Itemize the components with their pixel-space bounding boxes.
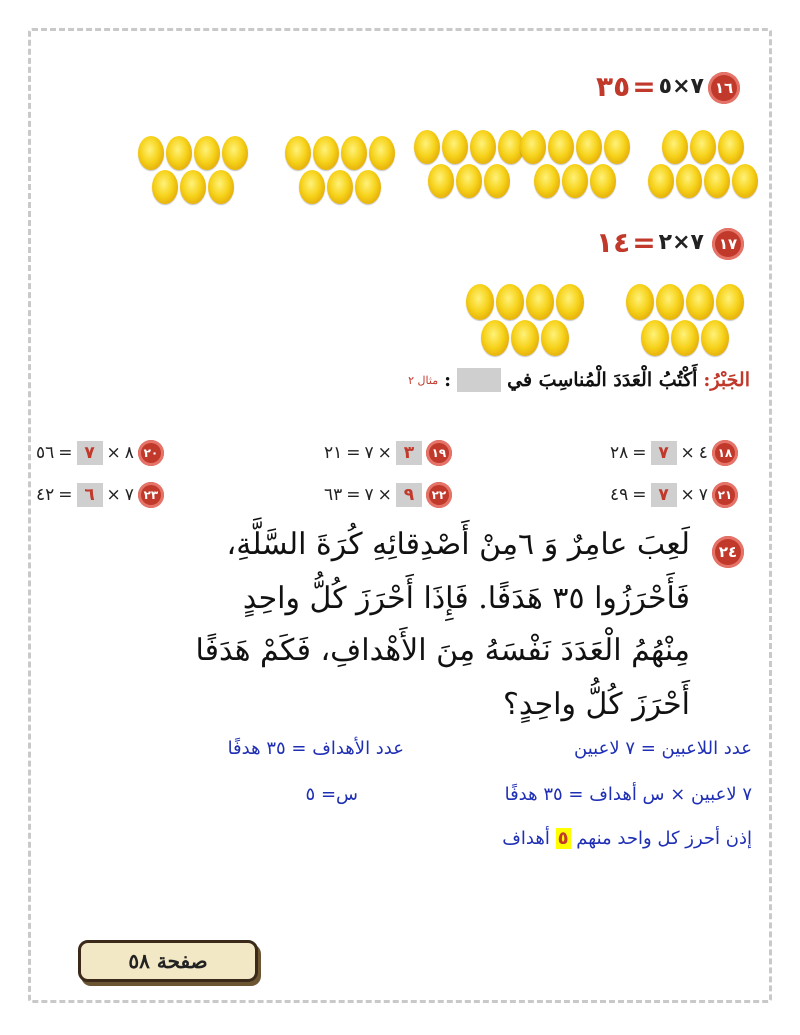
counter-icon <box>138 136 164 170</box>
page-number-label: صفحة ٥٨ <box>78 940 258 982</box>
counter-icon <box>222 136 248 170</box>
problem-16-product: ٣٥ <box>596 70 631 103</box>
answer-box[interactable]: ٦ <box>77 483 103 507</box>
equals-sign: = <box>632 485 647 505</box>
counter-icon <box>534 164 560 198</box>
counter-icon <box>299 170 325 204</box>
colon: : <box>444 369 452 391</box>
counter-icon <box>152 170 178 204</box>
counter-icon <box>562 164 588 198</box>
times-sign: × <box>377 443 392 463</box>
counter-icon <box>526 284 554 320</box>
solution-equation: ٧ لاعبين × س أهداف = ٣٥ هدفًا <box>504 784 752 805</box>
exercise-22-badge: ٢٢ <box>426 482 452 508</box>
problem-16-factors: ٧×٥ <box>658 74 704 99</box>
equals-sign: = <box>58 443 73 463</box>
counter-group <box>285 136 395 204</box>
instruction-label: الجَبْرُ: <box>703 369 750 391</box>
times-sign: × <box>680 443 695 463</box>
counter-icon <box>671 320 699 356</box>
counter-icon <box>466 284 494 320</box>
times-sign: × <box>377 485 392 505</box>
counter-icon <box>648 164 674 198</box>
problem-17-equation <box>596 226 704 259</box>
counter-icon <box>626 284 654 320</box>
blank-box-sample <box>457 368 501 392</box>
counter-icon <box>686 284 714 320</box>
times-sign: × <box>106 443 121 463</box>
counter-icon <box>718 130 744 164</box>
word-problem-line-3: مِنْهُمُ الْعَدَدَ نَفْسَهُ مِنَ الأَهْدافِ، فَكَمْ هَدَفًا <box>195 633 690 668</box>
counter-icon <box>414 130 440 164</box>
counter-group <box>520 130 630 198</box>
exercise-22 <box>324 482 452 508</box>
problem-17-product: ١٤ <box>596 226 631 259</box>
equals-sign: = <box>346 443 361 463</box>
exercise-20-badge: ٢٠ <box>138 440 164 466</box>
counter-group <box>648 130 758 198</box>
exercise-23-badge: ٢٣ <box>138 482 164 508</box>
answer-box[interactable]: ٣ <box>396 441 422 465</box>
counter-icon <box>313 136 339 170</box>
exercise-18 <box>610 440 738 466</box>
exercise-factor: ٤ <box>698 443 708 463</box>
counter-group <box>138 136 248 204</box>
counter-icon <box>428 164 454 198</box>
counter-icon <box>701 320 729 356</box>
counter-icon <box>355 170 381 204</box>
counter-icon <box>676 164 702 198</box>
counter-icon <box>194 136 220 170</box>
word-problem-line-1: لَعِبَ عامِرٌ وَ ٦مِنْ أَصْدِقائِهِ كُرَةَ السَّلَّةِ، <box>226 527 690 562</box>
exercise-product: ٤٢ <box>36 485 55 505</box>
exercise-product: ٥٦ <box>36 443 55 463</box>
counter-icon <box>470 130 496 164</box>
exercise-product: ٢٨ <box>610 443 629 463</box>
counter-icon <box>369 136 395 170</box>
counter-icon <box>208 170 234 204</box>
counter-icon <box>732 164 758 198</box>
counter-icon <box>690 130 716 164</box>
problem-24-badge: ٢٤ <box>712 536 744 568</box>
exercise-19 <box>324 440 452 466</box>
counter-icon <box>576 130 602 164</box>
instruction-text: أَكْتُبُ الْعَدَدَ الْمُناسِبَ في <box>507 369 698 391</box>
exercise-18-badge: ١٨ <box>712 440 738 466</box>
counter-icon <box>327 170 353 204</box>
exercise-20 <box>36 440 164 466</box>
counter-icon <box>166 136 192 170</box>
answer-highlight: ٥ <box>557 828 569 849</box>
problem-16-badge: ١٦ <box>708 72 740 104</box>
exercise-23 <box>36 482 164 508</box>
counter-icon <box>481 320 509 356</box>
problem-16-equation <box>596 70 704 103</box>
equals-sign: = <box>632 70 657 103</box>
exercise-product: ٦٣ <box>324 485 343 505</box>
counter-group <box>466 284 584 356</box>
counter-icon <box>548 130 574 164</box>
counter-icon <box>456 164 482 198</box>
counter-icon <box>541 320 569 356</box>
counter-icon <box>590 164 616 198</box>
counter-icon <box>341 136 367 170</box>
counter-icon <box>180 170 206 204</box>
exercise-factor: ٧ <box>364 485 374 505</box>
times-sign: × <box>680 485 695 505</box>
equals-sign: = <box>58 485 73 505</box>
counter-icon <box>556 284 584 320</box>
counter-icon <box>285 136 311 170</box>
counter-icon <box>442 130 468 164</box>
equals-sign: = <box>346 485 361 505</box>
exercise-19-badge: ١٩ <box>426 440 452 466</box>
problem-17-badge: ١٧ <box>712 228 744 260</box>
exercise-product: ٢١ <box>324 443 343 463</box>
answer-box[interactable]: ٧ <box>77 441 103 465</box>
word-problem-line-2: فَأَحْرَزُوا ٣٥ هَدَفًا. فَإِذَا أَحْرَزَ كُلُّ واحِدٍ <box>242 581 690 616</box>
exercise-21 <box>610 482 738 508</box>
answer-suffix: أهداف <box>502 828 550 849</box>
equals-sign: = <box>632 226 657 259</box>
counter-icon <box>511 320 539 356</box>
solution-goals: عدد الأهداف = ٣٥ هدفًا <box>227 738 404 759</box>
answer-prefix: إذن أحرز كل واحد منهم <box>576 828 752 849</box>
exercise-21-badge: ٢١ <box>712 482 738 508</box>
problem-17-factors: ٧×٢ <box>658 230 704 255</box>
counter-group <box>626 284 744 356</box>
solution-answer <box>502 828 752 849</box>
exercise-factor: ٧ <box>364 443 374 463</box>
counter-icon <box>484 164 510 198</box>
counter-icon <box>716 284 744 320</box>
exercise-factor: ٧ <box>698 485 708 505</box>
answer-box[interactable]: ٧ <box>651 483 677 507</box>
counter-icon <box>604 130 630 164</box>
algebra-instruction <box>408 368 750 392</box>
word-problem-line-4: أَحْرَزَ كُلُّ واحِدٍ؟ <box>502 687 690 722</box>
example-reference: مثال ٢ <box>408 373 439 387</box>
answer-box[interactable]: ٩ <box>396 483 422 507</box>
exercise-product: ٤٩ <box>610 485 629 505</box>
equals-sign: = <box>632 443 647 463</box>
counter-icon <box>520 130 546 164</box>
counter-icon <box>641 320 669 356</box>
exercise-factor: ٧ <box>124 485 134 505</box>
exercise-factor: ٨ <box>124 443 134 463</box>
solution-players: عدد اللاعبين = ٧ لاعبين <box>574 738 752 759</box>
answer-box[interactable]: ٧ <box>651 441 677 465</box>
counter-group <box>414 130 524 198</box>
times-sign: × <box>106 485 121 505</box>
counter-icon <box>662 130 688 164</box>
solution-x-value: س= ٥ <box>305 784 358 805</box>
counter-icon <box>704 164 730 198</box>
counter-icon <box>496 284 524 320</box>
counter-icon <box>656 284 684 320</box>
